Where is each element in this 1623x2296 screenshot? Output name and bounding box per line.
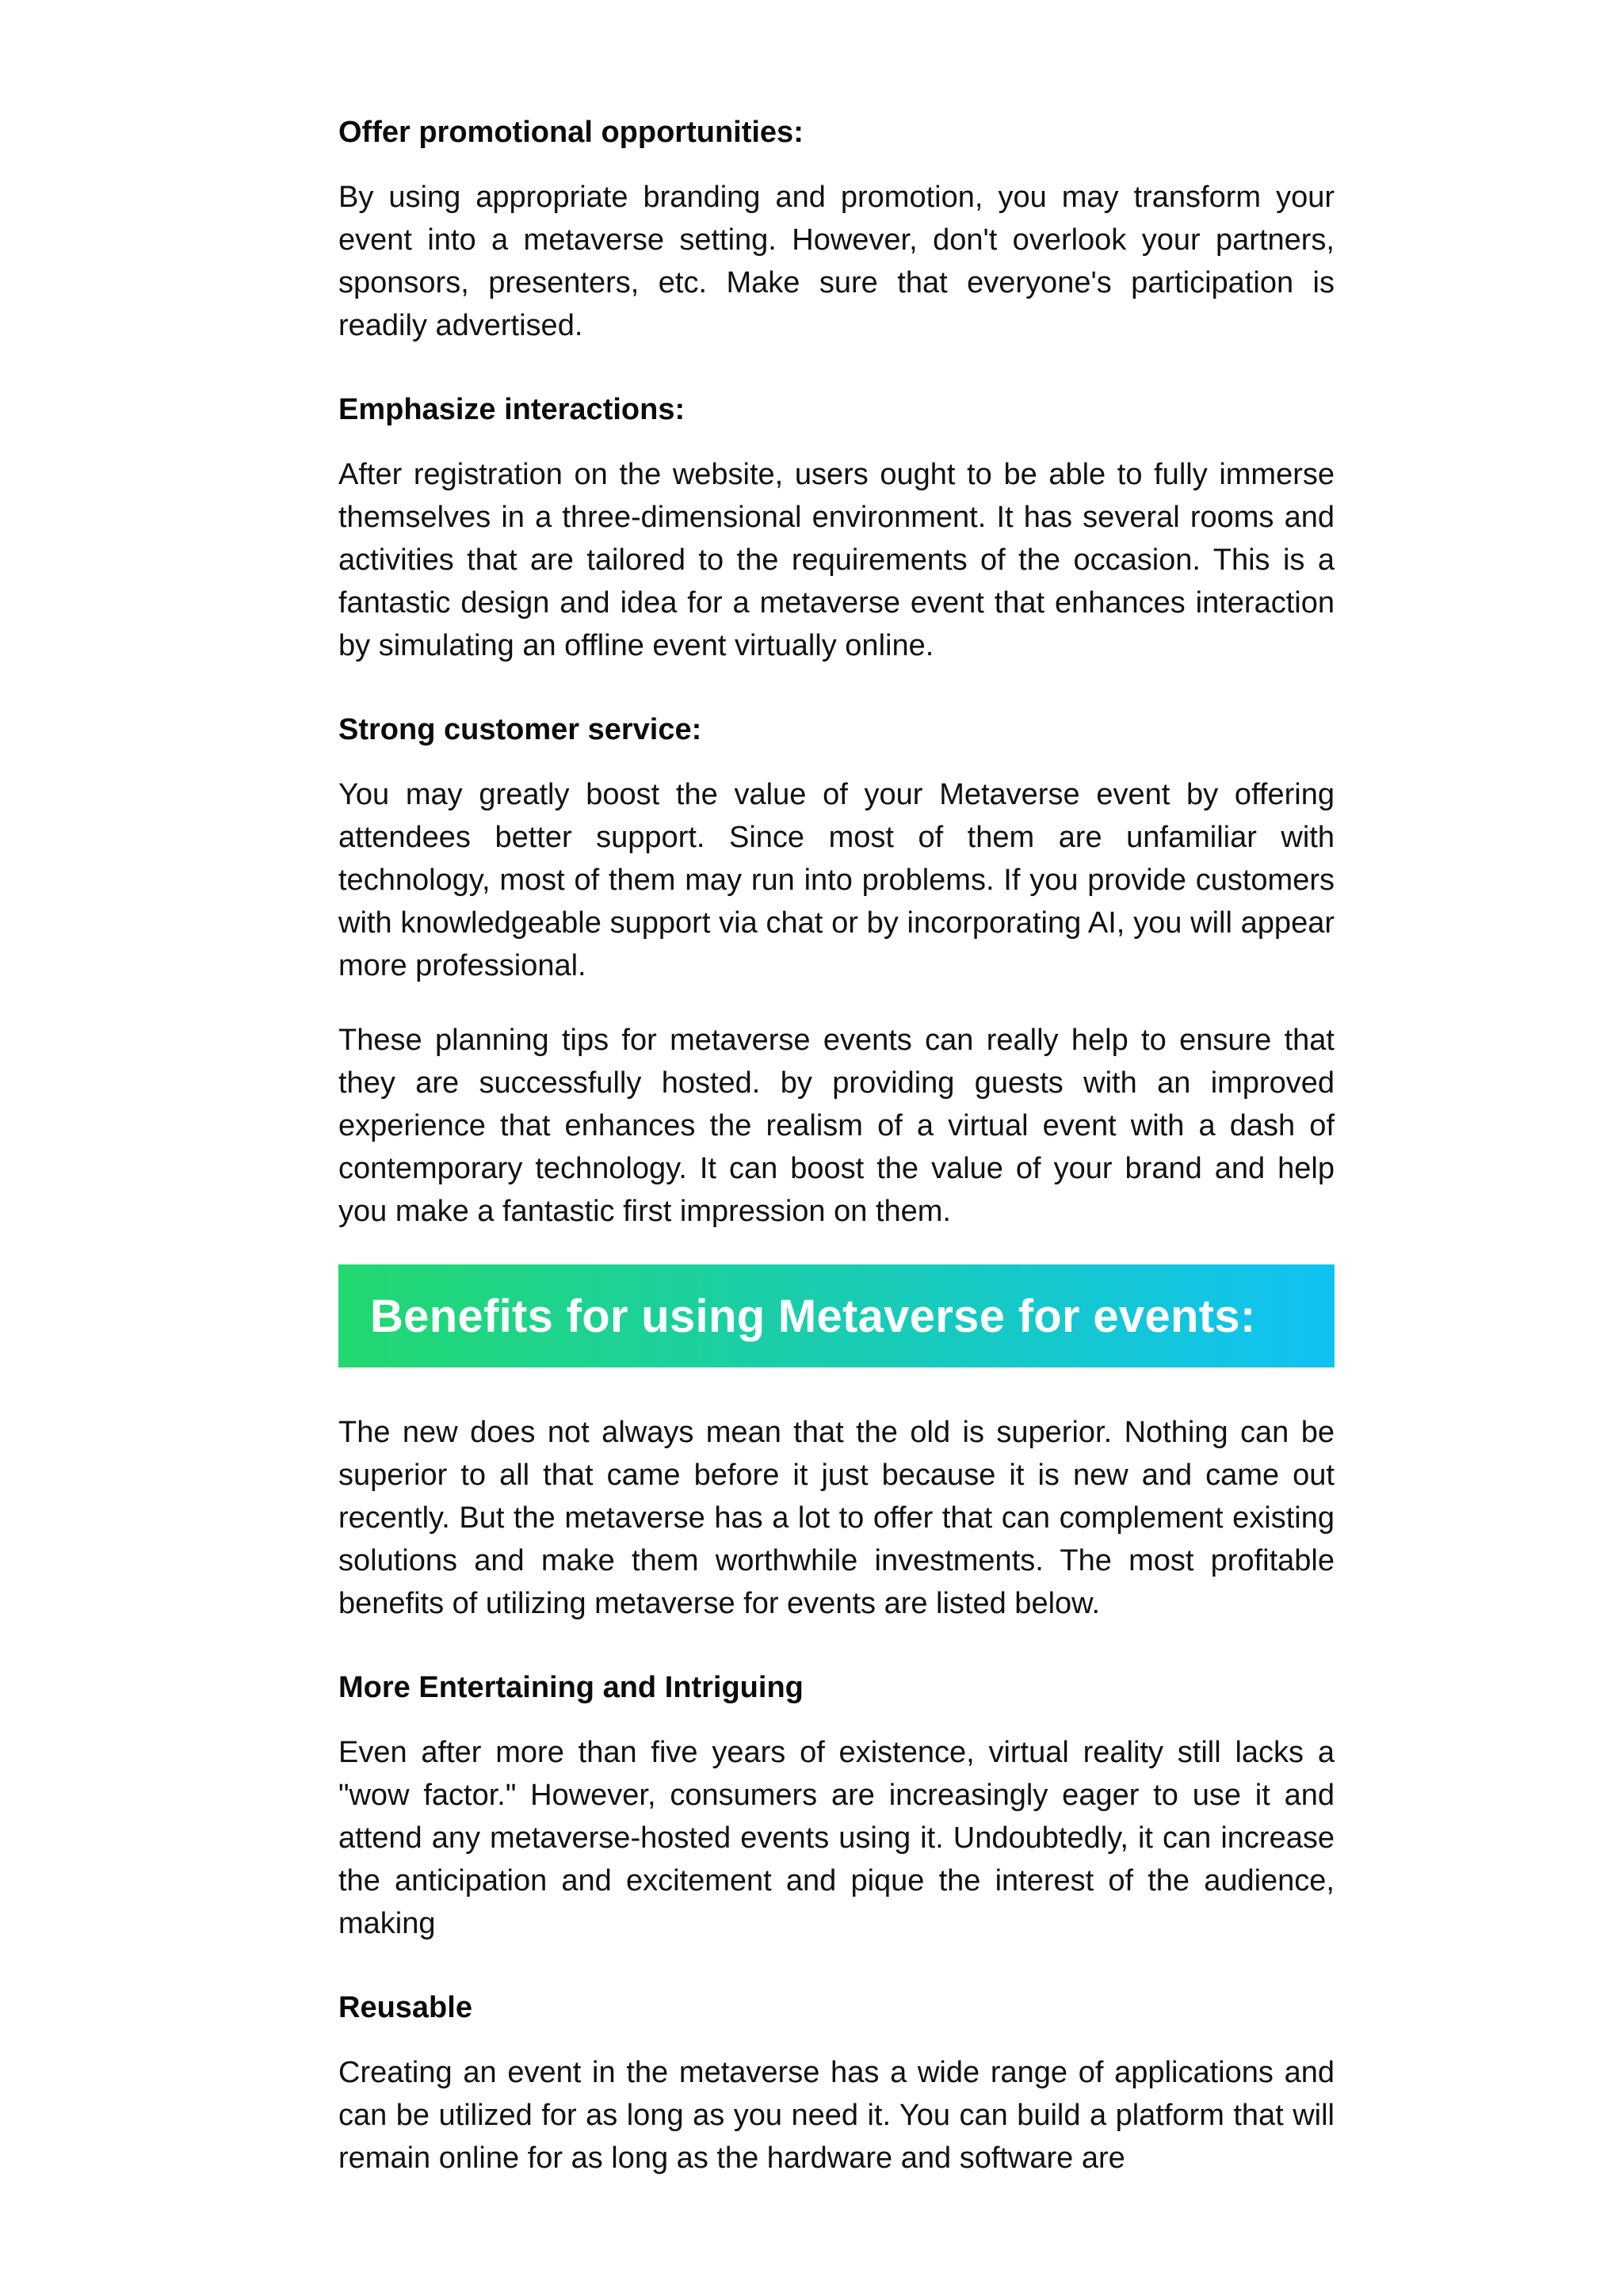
benefits-banner-title: Benefits for using Metaverse for events: <box>370 1290 1256 1342</box>
summary-paragraph: These planning tips for metaverse events can really help to ensure that they are successfully hosted. by providing guests with an improved experience that enhances the realism of a virtual event with a dash of contemporary technology. It can boost the value of your brand and help you make a fantastic first impression on them. <box>338 1024 1335 1228</box>
section-heading-customer-service: Strong customer service: <box>338 713 702 746</box>
document-page <box>338 113 1335 2211</box>
benefit-heading-entertaining: More Entertaining and Intriguing <box>338 1671 804 1704</box>
benefit-heading-reusable: Reusable <box>338 1991 472 2024</box>
section-paragraph-promotional: By using appropriate branding and promotion, you may transform your event into a metaverse setting. However, don't overlook your partners, sponsors, presenters, etc. Make sure that everyone's participation is readily advertised. <box>338 181 1335 342</box>
section-heading-interactions: Emphasize interactions: <box>338 393 685 426</box>
section-paragraph-interactions: After registration on the website, users ought to be able to fully immerse themselves in a three-dimensional environment. It has several rooms and activities that are tailored to the requirements of the occasion. This is a fantastic design and idea for a metaverse event that enhances interaction by simulating an offline event virtually online. <box>338 458 1335 662</box>
benefit-paragraph-reusable: Creating an event in the metaverse has a wide range of applications and can be utilized for as long as you need it. You can build a platform that will remain online for as long as the hardware and software are <box>338 2056 1335 2175</box>
benefit-paragraph-entertaining: Even after more than five years of existence, virtual reality still lacks a "wow factor." However, consumers are increasingly eager to use it and attend any metaverse-hosted events using it. Undoubtedly, it can increase the anticipation and excitement and pique the interest of the audience, making <box>338 1736 1335 1940</box>
benefits-banner <box>338 1264 1335 1367</box>
benefits-intro-paragraph: The new does not always mean that the old is superior. Nothing can be superior to all that came before it just because it is new and came out recently. But the metaverse has a lot to offer that can complement existing solutions and make them worthwhile investments. The most profitable benefits of utilizing metaverse for events are listed below. <box>338 1416 1335 1620</box>
section-heading-promotional: Offer promotional opportunities: <box>338 116 804 149</box>
section-paragraph-customer-service: You may greatly boost the value of your Metaverse event by offering attendees better support. Since most of them are unfamiliar with technology, most of them may run into problems. If you provide customers with knowledgeable support via chat or by incorporating AI, you will appear more professional. <box>338 778 1335 982</box>
